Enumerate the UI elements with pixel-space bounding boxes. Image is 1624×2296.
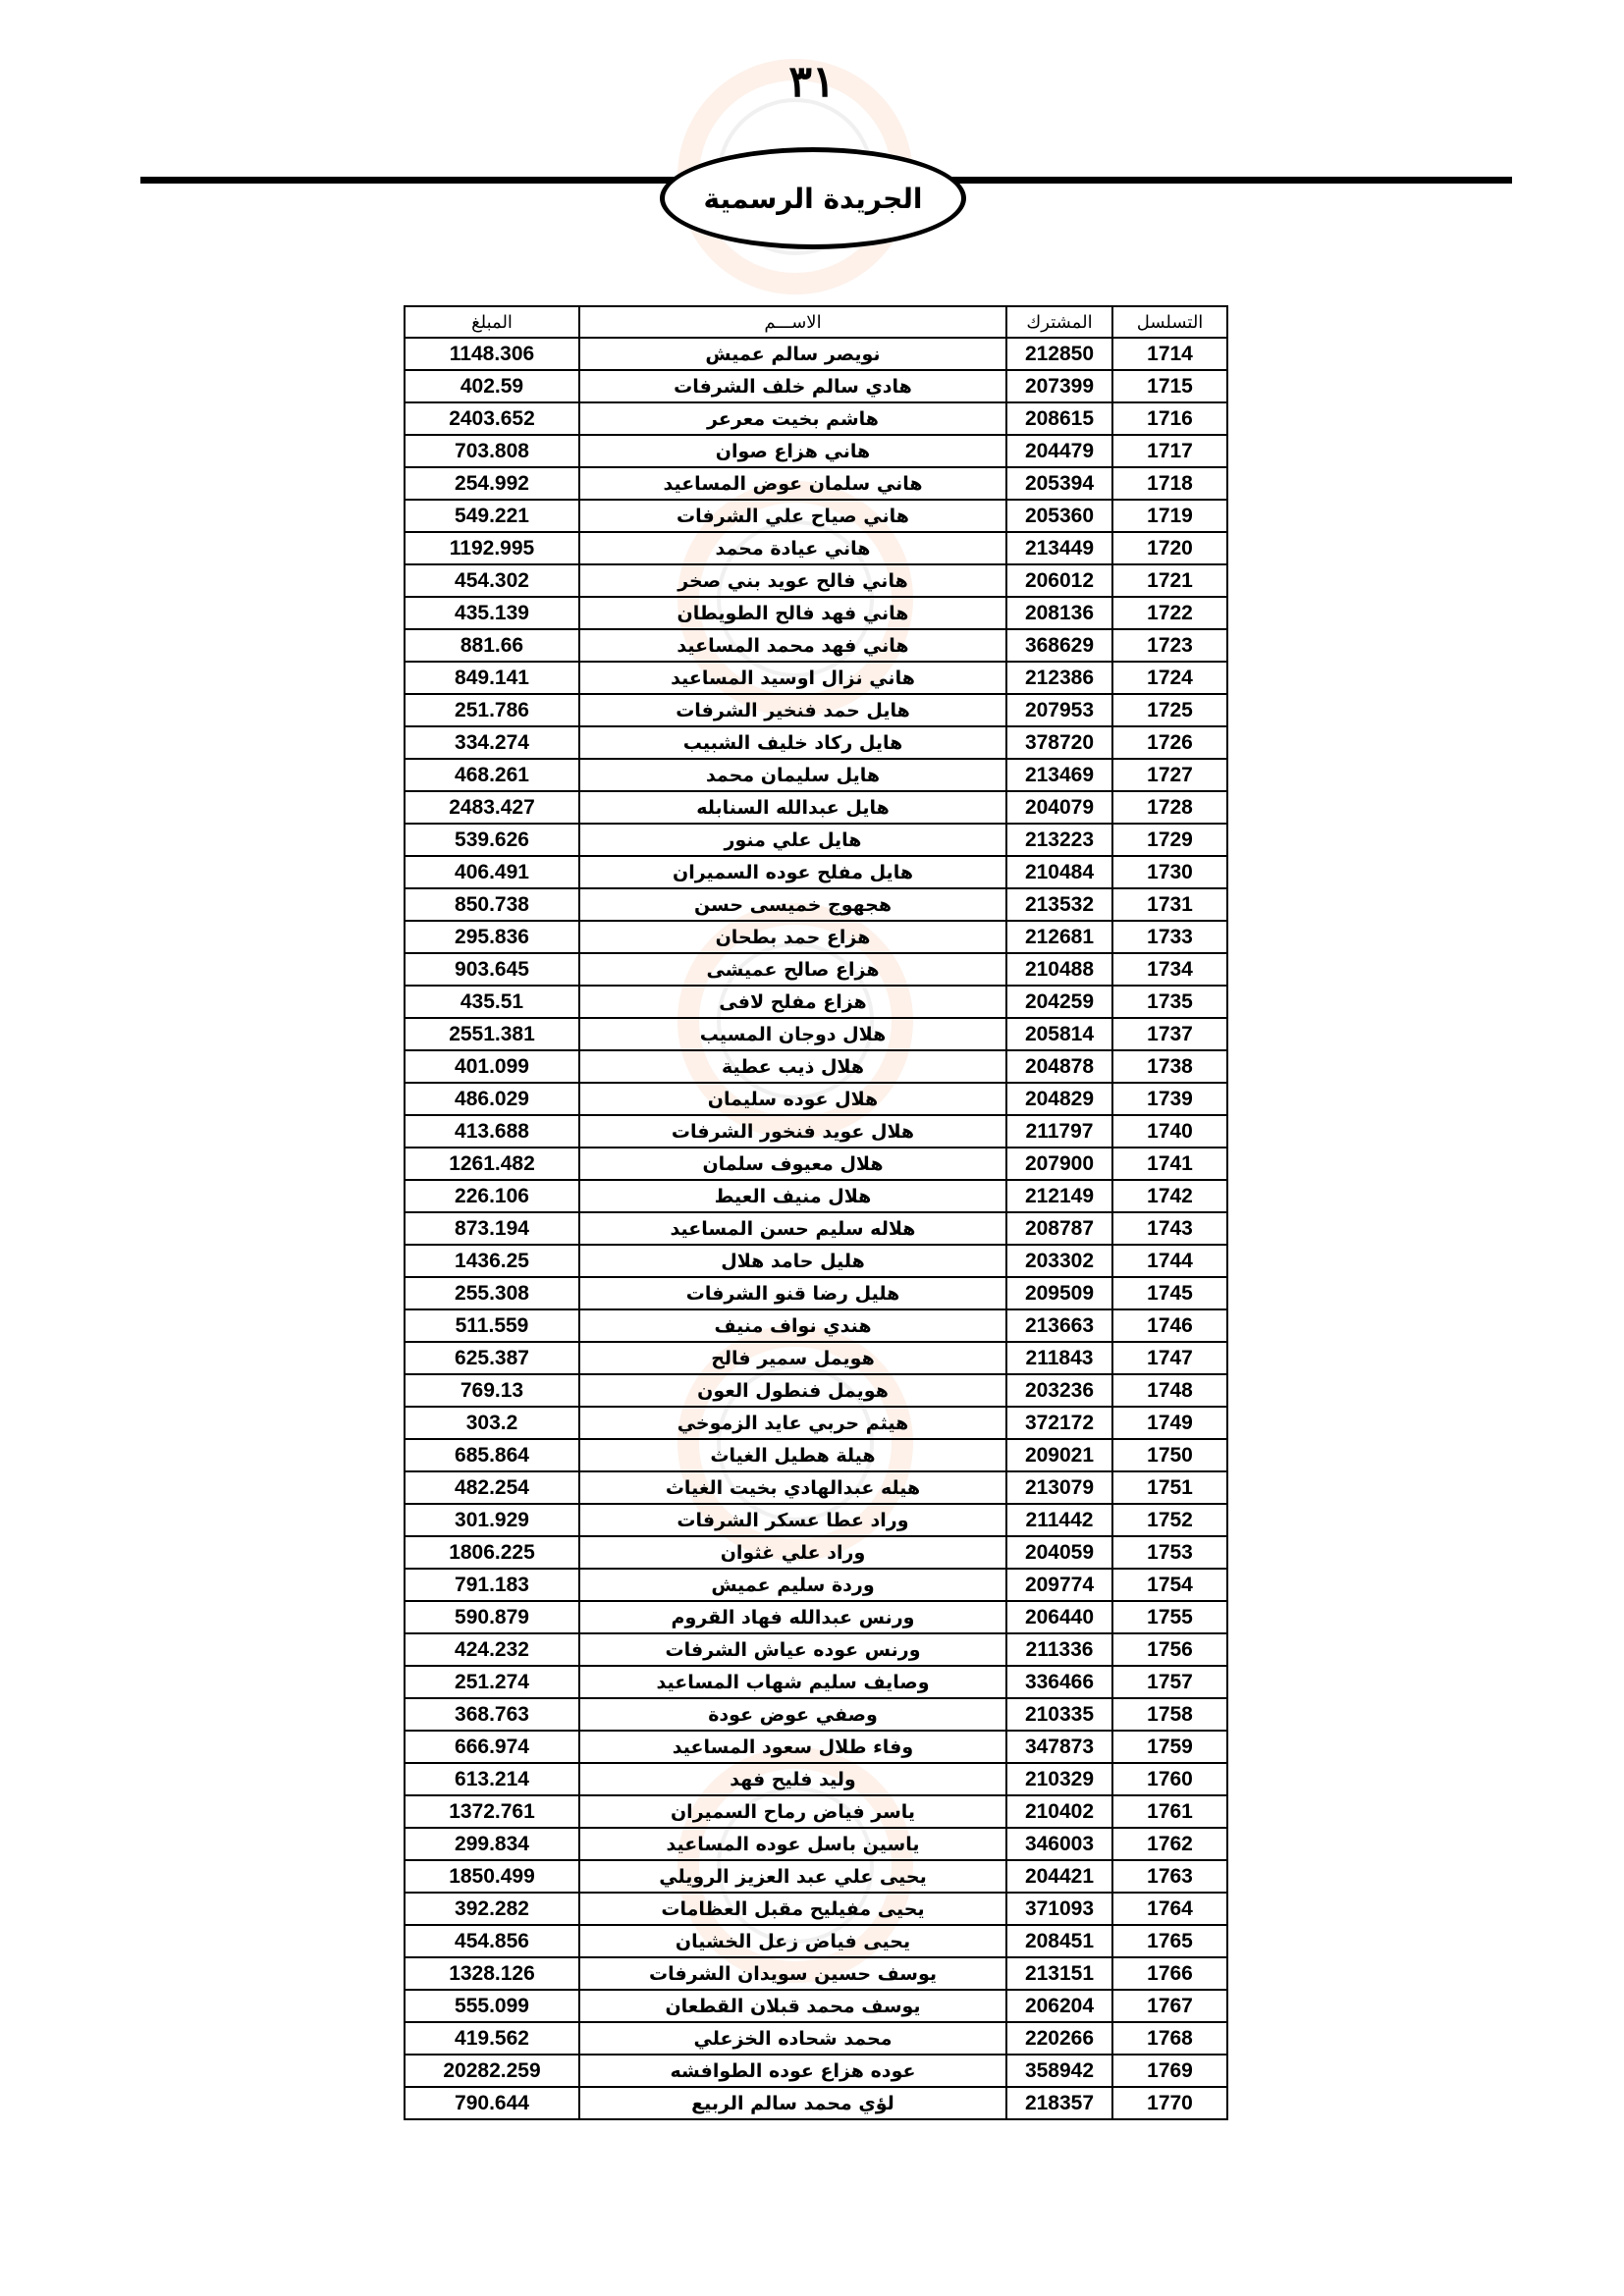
- cell-amount: 1806.225: [405, 1536, 579, 1569]
- cell-serial: 1744: [1112, 1245, 1227, 1277]
- table-row: [405, 953, 1227, 986]
- table-row: [405, 1018, 1227, 1050]
- cell-subscriber: 210335: [1006, 1698, 1112, 1731]
- cell-amount: 1261.482: [405, 1148, 579, 1180]
- cell-serial: 1717: [1112, 435, 1227, 467]
- cell-name: هندي نواف منيف: [579, 1309, 1006, 1342]
- table-row: [405, 1245, 1227, 1277]
- cell-serial: 1738: [1112, 1050, 1227, 1083]
- cell-amount: 468.261: [405, 759, 579, 791]
- cell-name: ياسين باسل عوده المساعيد: [579, 1828, 1006, 1860]
- table-row: [405, 435, 1227, 467]
- cell-name: هاني نزال اوسيد المساعيد: [579, 662, 1006, 694]
- cell-amount: 402.59: [405, 370, 579, 402]
- cell-subscriber: 209774: [1006, 1569, 1112, 1601]
- cell-amount: 2551.381: [405, 1018, 579, 1050]
- cell-amount: 555.099: [405, 1990, 579, 2022]
- table-row: [405, 2087, 1227, 2119]
- cell-subscriber: 205394: [1006, 467, 1112, 500]
- cell-serial: 1765: [1112, 1925, 1227, 1957]
- cell-serial: 1737: [1112, 1018, 1227, 1050]
- cell-amount: 454.302: [405, 564, 579, 597]
- cell-name: يوسف حسين سويدان الشرفات: [579, 1957, 1006, 1990]
- cell-subscriber: 358942: [1006, 2055, 1112, 2087]
- cell-name: هايل مفلح عوده السميران: [579, 856, 1006, 888]
- cell-subscriber: 213151: [1006, 1957, 1112, 1990]
- table-row: [405, 1925, 1227, 1957]
- cell-serial: 1769: [1112, 2055, 1227, 2087]
- cell-serial: 1714: [1112, 338, 1227, 370]
- cell-subscriber: 213223: [1006, 824, 1112, 856]
- cell-name: هلاله سليم حسن المساعيد: [579, 1212, 1006, 1245]
- column-header-serial: التسلسل: [1112, 306, 1227, 338]
- cell-name: هاشم بخيت معرعر: [579, 402, 1006, 435]
- cell-subscriber: 208615: [1006, 402, 1112, 435]
- publication-title: الجريدة الرسمية: [703, 182, 923, 215]
- table-row: [405, 1374, 1227, 1407]
- cell-name: وصفي عوض عودة: [579, 1698, 1006, 1731]
- table-row: [405, 2022, 1227, 2055]
- cell-serial: 1756: [1112, 1633, 1227, 1666]
- cell-name: يحيى فياض زعل الخشيان: [579, 1925, 1006, 1957]
- cell-name: هيله عبدالهادي بخيت الغياث: [579, 1471, 1006, 1504]
- cell-serial: 1731: [1112, 888, 1227, 921]
- cell-subscriber: 368629: [1006, 629, 1112, 662]
- cell-serial: 1751: [1112, 1471, 1227, 1504]
- cell-subscriber: 208136: [1006, 597, 1112, 629]
- cell-serial: 1750: [1112, 1439, 1227, 1471]
- cell-subscriber: 203236: [1006, 1374, 1112, 1407]
- cell-subscriber: 213532: [1006, 888, 1112, 921]
- cell-amount: 2403.652: [405, 402, 579, 435]
- publication-title-oval: [660, 147, 966, 249]
- cell-subscriber: 206012: [1006, 564, 1112, 597]
- cell-serial: 1761: [1112, 1795, 1227, 1828]
- cell-amount: 435.139: [405, 597, 579, 629]
- cell-name: وصايف سليم شهاب المساعيد: [579, 1666, 1006, 1698]
- cell-serial: 1741: [1112, 1148, 1227, 1180]
- column-header-subscriber: المشترك: [1006, 306, 1112, 338]
- table-row: [405, 791, 1227, 824]
- table-row: [405, 1115, 1227, 1148]
- cell-subscriber: 209021: [1006, 1439, 1112, 1471]
- table-row: [405, 402, 1227, 435]
- table-row: [405, 1439, 1227, 1471]
- cell-amount: 769.13: [405, 1374, 579, 1407]
- cell-subscriber: 204259: [1006, 986, 1112, 1018]
- table-row: [405, 1731, 1227, 1763]
- table-row: [405, 1471, 1227, 1504]
- cell-amount: 406.491: [405, 856, 579, 888]
- table-row: [405, 564, 1227, 597]
- cell-name: هزاع حمد بطحان: [579, 921, 1006, 953]
- ledger-table: [404, 305, 1228, 2120]
- cell-amount: 849.141: [405, 662, 579, 694]
- cell-amount: 334.274: [405, 726, 579, 759]
- cell-serial: 1770: [1112, 2087, 1227, 2119]
- cell-subscriber: 203302: [1006, 1245, 1112, 1277]
- cell-amount: 401.099: [405, 1050, 579, 1083]
- cell-serial: 1760: [1112, 1763, 1227, 1795]
- cell-subscriber: 372172: [1006, 1407, 1112, 1439]
- table-row: [405, 1569, 1227, 1601]
- cell-amount: 511.559: [405, 1309, 579, 1342]
- cell-name: هاني فالح عويد بني صخر: [579, 564, 1006, 597]
- cell-serial: 1768: [1112, 2022, 1227, 2055]
- cell-subscriber: 371093: [1006, 1893, 1112, 1925]
- cell-name: هلال معيوف سلمان: [579, 1148, 1006, 1180]
- cell-amount: 881.66: [405, 629, 579, 662]
- cell-name: هاني سلمان عوض المساعيد: [579, 467, 1006, 500]
- cell-name: هليل رضا قنو الشرفات: [579, 1277, 1006, 1309]
- cell-name: هيثم حربي عايد الزموخي: [579, 1407, 1006, 1439]
- cell-amount: 703.808: [405, 435, 579, 467]
- table-row: [405, 759, 1227, 791]
- cell-serial: 1720: [1112, 532, 1227, 564]
- cell-subscriber: 208451: [1006, 1925, 1112, 1957]
- cell-serial: 1767: [1112, 1990, 1227, 2022]
- cell-name: هليل حامد هلال: [579, 1245, 1006, 1277]
- cell-name: هاني فهد محمد المساعيد: [579, 629, 1006, 662]
- cell-subscriber: 210484: [1006, 856, 1112, 888]
- cell-name: هايل سليمان محمد: [579, 759, 1006, 791]
- cell-serial: 1730: [1112, 856, 1227, 888]
- cell-subscriber: 208787: [1006, 1212, 1112, 1245]
- table-row: [405, 1180, 1227, 1212]
- cell-serial: 1758: [1112, 1698, 1227, 1731]
- table-row: [405, 1957, 1227, 1990]
- cell-name: هاني صياح علي الشرفات: [579, 500, 1006, 532]
- table-row: [405, 629, 1227, 662]
- table-row: [405, 726, 1227, 759]
- cell-serial: 1729: [1112, 824, 1227, 856]
- cell-serial: 1759: [1112, 1731, 1227, 1763]
- cell-amount: 419.562: [405, 2022, 579, 2055]
- cell-amount: 486.029: [405, 1083, 579, 1115]
- table-row: [405, 338, 1227, 370]
- cell-amount: 255.308: [405, 1277, 579, 1309]
- cell-amount: 251.786: [405, 694, 579, 726]
- cell-amount: 251.274: [405, 1666, 579, 1698]
- cell-name: نويصر سالم عميش: [579, 338, 1006, 370]
- table-row: [405, 1342, 1227, 1374]
- cell-amount: 299.834: [405, 1828, 579, 1860]
- cell-name: يوسف محمد قبلان القطعان: [579, 1990, 1006, 2022]
- table-row: [405, 1990, 1227, 2022]
- cell-subscriber: 212386: [1006, 662, 1112, 694]
- cell-serial: 1715: [1112, 370, 1227, 402]
- cell-subscriber: 218357: [1006, 2087, 1112, 2119]
- cell-serial: 1753: [1112, 1536, 1227, 1569]
- cell-name: محمد شحاده الخزعلي: [579, 2022, 1006, 2055]
- cell-serial: 1763: [1112, 1860, 1227, 1893]
- table-row: [405, 1407, 1227, 1439]
- cell-subscriber: 211336: [1006, 1633, 1112, 1666]
- cell-amount: 301.929: [405, 1504, 579, 1536]
- cell-amount: 625.387: [405, 1342, 579, 1374]
- cell-name: لؤي محمد سالم الربيع: [579, 2087, 1006, 2119]
- cell-amount: 392.282: [405, 1893, 579, 1925]
- cell-subscriber: 213469: [1006, 759, 1112, 791]
- cell-serial: 1754: [1112, 1569, 1227, 1601]
- table-row: [405, 1083, 1227, 1115]
- table-row: [405, 986, 1227, 1018]
- table-row: [405, 1148, 1227, 1180]
- cell-name: هايل علي منور: [579, 824, 1006, 856]
- table-row: [405, 1504, 1227, 1536]
- column-header-name: الاســـم: [579, 306, 1006, 338]
- cell-name: يحيى علي عبد العزيز الرويلي: [579, 1860, 1006, 1893]
- cell-name: وراد عطا عسكر الشرفات: [579, 1504, 1006, 1536]
- cell-amount: 20282.259: [405, 2055, 579, 2087]
- cell-subscriber: 347873: [1006, 1731, 1112, 1763]
- cell-serial: 1742: [1112, 1180, 1227, 1212]
- cell-subscriber: 204079: [1006, 791, 1112, 824]
- cell-serial: 1719: [1112, 500, 1227, 532]
- cell-amount: 368.763: [405, 1698, 579, 1731]
- cell-name: هايل ركاد خليف الشبيب: [579, 726, 1006, 759]
- cell-serial: 1745: [1112, 1277, 1227, 1309]
- table-row: [405, 1666, 1227, 1698]
- table-row: [405, 1698, 1227, 1731]
- cell-name: وردة سليم عميش: [579, 1569, 1006, 1601]
- cell-amount: 413.688: [405, 1115, 579, 1148]
- cell-subscriber: 210488: [1006, 953, 1112, 986]
- table-row: [405, 2055, 1227, 2087]
- table-row: [405, 597, 1227, 629]
- cell-name: هلال عوده سليمان: [579, 1083, 1006, 1115]
- cell-serial: 1718: [1112, 467, 1227, 500]
- cell-serial: 1723: [1112, 629, 1227, 662]
- table-row: [405, 1309, 1227, 1342]
- cell-name: وليد فليح فهد: [579, 1763, 1006, 1795]
- cell-amount: 666.974: [405, 1731, 579, 1763]
- table-row: [405, 694, 1227, 726]
- cell-serial: 1734: [1112, 953, 1227, 986]
- cell-name: هايل حمد فنخير الشرفات: [579, 694, 1006, 726]
- table-row: [405, 888, 1227, 921]
- cell-amount: 482.254: [405, 1471, 579, 1504]
- cell-serial: 1728: [1112, 791, 1227, 824]
- cell-amount: 295.836: [405, 921, 579, 953]
- cell-name: هيلة هطيل الغياث: [579, 1439, 1006, 1471]
- cell-serial: 1757: [1112, 1666, 1227, 1698]
- cell-subscriber: 211442: [1006, 1504, 1112, 1536]
- cell-amount: 903.645: [405, 953, 579, 986]
- cell-subscriber: 220266: [1006, 2022, 1112, 2055]
- cell-subscriber: 206204: [1006, 1990, 1112, 2022]
- cell-amount: 590.879: [405, 1601, 579, 1633]
- cell-subscriber: 210402: [1006, 1795, 1112, 1828]
- cell-subscriber: 213663: [1006, 1309, 1112, 1342]
- cell-serial: 1764: [1112, 1893, 1227, 1925]
- cell-serial: 1749: [1112, 1407, 1227, 1439]
- cell-subscriber: 204421: [1006, 1860, 1112, 1893]
- cell-amount: 1372.761: [405, 1795, 579, 1828]
- cell-name: هاني هزاع صوان: [579, 435, 1006, 467]
- cell-name: هزاع صالح عميشى: [579, 953, 1006, 986]
- cell-name: هايل عبدالله السنابله: [579, 791, 1006, 824]
- cell-subscriber: 378720: [1006, 726, 1112, 759]
- ledger-body: [405, 338, 1227, 2119]
- table-row: [405, 921, 1227, 953]
- cell-subscriber: 204479: [1006, 435, 1112, 467]
- cell-serial: 1722: [1112, 597, 1227, 629]
- table-row: [405, 1763, 1227, 1795]
- cell-amount: 454.856: [405, 1925, 579, 1957]
- cell-serial: 1766: [1112, 1957, 1227, 1990]
- cell-serial: 1733: [1112, 921, 1227, 953]
- cell-subscriber: 207399: [1006, 370, 1112, 402]
- cell-subscriber: 207953: [1006, 694, 1112, 726]
- cell-name: ياسر فياض رماح السميران: [579, 1795, 1006, 1828]
- cell-serial: 1739: [1112, 1083, 1227, 1115]
- cell-amount: 435.51: [405, 986, 579, 1018]
- table-row: [405, 856, 1227, 888]
- cell-serial: 1727: [1112, 759, 1227, 791]
- cell-serial: 1762: [1112, 1828, 1227, 1860]
- cell-subscriber: 205360: [1006, 500, 1112, 532]
- cell-name: وراد علي غثوان: [579, 1536, 1006, 1569]
- cell-name: هلال عويد فنخور الشرفات: [579, 1115, 1006, 1148]
- cell-subscriber: 211797: [1006, 1115, 1112, 1148]
- cell-subscriber: 204059: [1006, 1536, 1112, 1569]
- cell-serial: 1716: [1112, 402, 1227, 435]
- cell-amount: 254.992: [405, 467, 579, 500]
- cell-serial: 1755: [1112, 1601, 1227, 1633]
- cell-name: ورنس عوده عياش الشرفات: [579, 1633, 1006, 1666]
- cell-subscriber: 336466: [1006, 1666, 1112, 1698]
- cell-name: عوده هزاع عوده الطوافشه: [579, 2055, 1006, 2087]
- cell-serial: 1747: [1112, 1342, 1227, 1374]
- cell-subscriber: 212850: [1006, 338, 1112, 370]
- table-row: [405, 1860, 1227, 1893]
- table-row: [405, 1601, 1227, 1633]
- cell-serial: 1743: [1112, 1212, 1227, 1245]
- cell-amount: 1850.499: [405, 1860, 579, 1893]
- cell-name: هلال ذيب عطية: [579, 1050, 1006, 1083]
- cell-name: ورنس عبدالله فهاد القروم: [579, 1601, 1006, 1633]
- cell-subscriber: 204829: [1006, 1083, 1112, 1115]
- cell-serial: 1725: [1112, 694, 1227, 726]
- cell-subscriber: 209509: [1006, 1277, 1112, 1309]
- cell-amount: 1192.995: [405, 532, 579, 564]
- table-row: [405, 370, 1227, 402]
- cell-serial: 1752: [1112, 1504, 1227, 1536]
- cell-subscriber: 206440: [1006, 1601, 1112, 1633]
- cell-serial: 1721: [1112, 564, 1227, 597]
- cell-amount: 1328.126: [405, 1957, 579, 1990]
- table-row: [405, 467, 1227, 500]
- table-row: [405, 500, 1227, 532]
- cell-subscriber: 212149: [1006, 1180, 1112, 1212]
- cell-name: هزاع مفلح لافى: [579, 986, 1006, 1018]
- table-row: [405, 1050, 1227, 1083]
- cell-amount: 850.738: [405, 888, 579, 921]
- cell-name: هويمل سمير فالح: [579, 1342, 1006, 1374]
- cell-subscriber: 213449: [1006, 532, 1112, 564]
- cell-amount: 226.106: [405, 1180, 579, 1212]
- table-row: [405, 824, 1227, 856]
- cell-subscriber: 205814: [1006, 1018, 1112, 1050]
- table-row: [405, 1828, 1227, 1860]
- cell-amount: 2483.427: [405, 791, 579, 824]
- cell-subscriber: 213079: [1006, 1471, 1112, 1504]
- cell-amount: 424.232: [405, 1633, 579, 1666]
- cell-name: هويمل فنطول العون: [579, 1374, 1006, 1407]
- cell-name: هادي سالم خلف الشرفات: [579, 370, 1006, 402]
- table-row: [405, 1795, 1227, 1828]
- cell-name: يحيى مفيليح مقبل العظامات: [579, 1893, 1006, 1925]
- cell-serial: 1746: [1112, 1309, 1227, 1342]
- cell-subscriber: 212681: [1006, 921, 1112, 953]
- cell-serial: 1724: [1112, 662, 1227, 694]
- cell-amount: 791.183: [405, 1569, 579, 1601]
- cell-amount: 549.221: [405, 500, 579, 532]
- cell-amount: 685.864: [405, 1439, 579, 1471]
- cell-subscriber: 211843: [1006, 1342, 1112, 1374]
- table-row: [405, 532, 1227, 564]
- cell-name: هلال دوجان المسيب: [579, 1018, 1006, 1050]
- table-row: [405, 1277, 1227, 1309]
- cell-name: هلال منيف العيط: [579, 1180, 1006, 1212]
- table-row: [405, 1536, 1227, 1569]
- table-header-row: [405, 306, 1227, 338]
- cell-name: هاني عيادة محمد: [579, 532, 1006, 564]
- cell-amount: 613.214: [405, 1763, 579, 1795]
- cell-serial: 1748: [1112, 1374, 1227, 1407]
- table-row: [405, 1893, 1227, 1925]
- cell-subscriber: 204878: [1006, 1050, 1112, 1083]
- cell-name: وفاء طلال سعود المساعيد: [579, 1731, 1006, 1763]
- column-header-amount: المبلغ: [405, 306, 579, 338]
- cell-subscriber: 207900: [1006, 1148, 1112, 1180]
- cell-serial: 1726: [1112, 726, 1227, 759]
- cell-name: هاني فهد فالح الطويطان: [579, 597, 1006, 629]
- table-row: [405, 1212, 1227, 1245]
- cell-amount: 1148.306: [405, 338, 579, 370]
- cell-serial: 1735: [1112, 986, 1227, 1018]
- table-row: [405, 1633, 1227, 1666]
- page-number: ٣١: [788, 57, 836, 107]
- cell-serial: 1740: [1112, 1115, 1227, 1148]
- cell-amount: 873.194: [405, 1212, 579, 1245]
- cell-subscriber: 346003: [1006, 1828, 1112, 1860]
- cell-amount: 790.644: [405, 2087, 579, 2119]
- table-row: [405, 662, 1227, 694]
- cell-amount: 303.2: [405, 1407, 579, 1439]
- cell-amount: 539.626: [405, 824, 579, 856]
- cell-amount: 1436.25: [405, 1245, 579, 1277]
- cell-name: هجهوج خميسى حسن: [579, 888, 1006, 921]
- cell-subscriber: 210329: [1006, 1763, 1112, 1795]
